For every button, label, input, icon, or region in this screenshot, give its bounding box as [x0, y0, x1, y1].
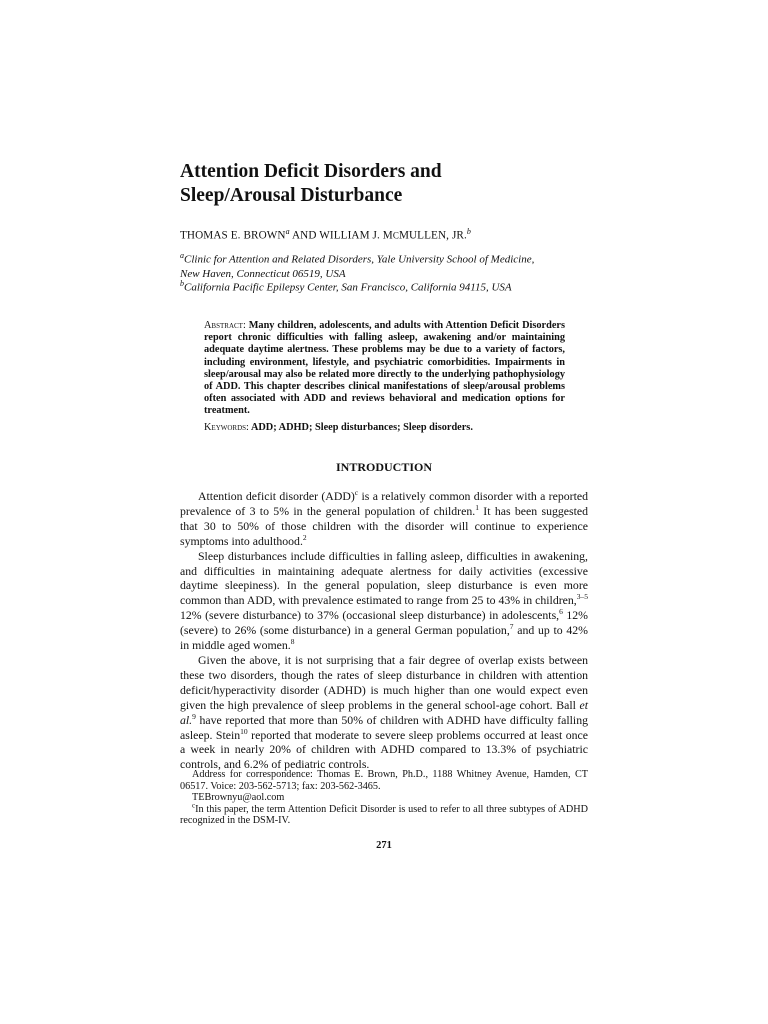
author-1-affil-mark: a [285, 227, 290, 236]
affiliation-b-mark: b [180, 279, 184, 288]
p1-footnote-mark-c: c [354, 488, 359, 498]
p2-text-4: and up to 42% in middle aged women. [180, 623, 588, 653]
p1-citation-1: 1 [475, 502, 479, 512]
title-line-2: Sleep/Arousal Disturbance [180, 185, 403, 206]
author-connector: AND WILLIAM J. M [289, 229, 393, 242]
p1-citation-2: 2 [302, 532, 307, 542]
author-line [180, 227, 600, 242]
paragraph-3 [180, 653, 588, 772]
keywords-text: ADD; ADHD; Sleep disturbances; Sleep disorders. [250, 422, 473, 433]
p3-text-3: reported that moderate to severe sleep problems occurred at least once a week in nearly 20% of children with ADHD compared to 13.3% of psychiatric controls, and 6.2% of pediatric controls. [180, 727, 588, 772]
affiliation-a-mark: a [180, 251, 184, 260]
page-number: 271 [376, 840, 392, 851]
footnote-email: TEBrownyu@aol.com [192, 792, 285, 803]
p1-text-2: is a relatively common disorder with a reported prevalence of 3 to 5% in the general population of children. [180, 489, 588, 518]
abstract-label: Abstract: [204, 320, 246, 331]
footnote-c-text: In this paper, the term Attention Deficit Disorder is used to refer to all three subtypes of ADHD recognized in the DSM-IV. [180, 803, 588, 826]
affiliation-b-line-1: California Pacific Epilepsy Center, San Francisco, California 94115, USA [184, 281, 512, 294]
keywords [204, 422, 565, 433]
p2-citation-8: 8 [290, 637, 295, 647]
affiliation-a [180, 249, 600, 281]
abstract-text: Many children, adolescents, and adults with Attention Deficit Disorders report chronic difficulties with falling asleep, awakening and/or maintaining adequate daytime alertness. These problems may be due to a variety of factors, including environment, lifestyle, and psychiatric comorbidities. Impairments in sleep/arousal may also be related more directly to the underlying pathophysiology of ADD. This chapter describes clinical manifestations of sleep/arousal problems often associated with ADD and reviews behavioral and medication options for treatment. [204, 320, 566, 417]
affiliation-a-line-2: New Haven, Connecticut 06519, USA [180, 267, 346, 280]
paragraph-1 [180, 489, 588, 549]
author-2-name-rest: MULLEN, JR. [398, 229, 467, 242]
p2-text-2: 12% (severe disturbance) to 37% (occasional sleep disturbance) in adolescents, [180, 608, 560, 623]
p3-citation-9: 9 [192, 711, 196, 721]
footnote-c [180, 801, 588, 827]
p2-citation-3-5: 3–5 [576, 592, 588, 602]
body-text [180, 489, 588, 772]
p2-citation-6: 6 [559, 607, 563, 617]
paragraph-2 [180, 549, 588, 653]
section-heading: INTRODUCTION [335, 460, 432, 474]
p3-text-2: have reported that more than 50% of children with ADHD have difficulty falling asleep. Stein [180, 712, 588, 742]
p3-text-1: Given the above, it is not surprising that a fair degree of overlap exists between these two disorders, though the rates of sleep disturbance in children with attention deficit/hyperactivity disorder (ADHD) is much higher than one would expect even given the high prevalence of sleep problems in the general school-age cohort. Ball [180, 652, 588, 712]
p2-text-3: 12% (severe) to 26% (some disturbance) in a general German population, [180, 608, 588, 638]
p1-text-1: Attention deficit disorder (ADD) [198, 489, 355, 503]
author-1-name: THOMAS E. BROWN [180, 229, 286, 242]
p3-citation-10: 10 [240, 726, 248, 736]
footnote-address: Address for correspondence: Thomas E. Brown, Ph.D., 1188 Whitney Avenue, Hamden, CT 06517. Voice: 203-562-5713; fax: 203-562-3465. [180, 769, 588, 792]
p2-text-1: Sleep disturbances include difficulties in falling asleep, difficulties in awakening, and difficulties in maintaining adequate alertness for daily activities (excessive daytime sleepiness). In the general population, sleep disturbance is even more common than ADD, with prevalence estimated to range from 25 to 43% in children, [180, 548, 588, 608]
author-2-small-c: C [392, 230, 399, 241]
affiliation-b [180, 277, 600, 295]
title-line-1: Attention Deficit Disorders and [180, 161, 442, 182]
p1-text-3: It has been suggested that 30 to 50% of those children with the disorder will continue to experience symptoms into adulthood. [180, 503, 588, 548]
affiliation-a-line-1: Clinic for Attention and Related Disorders, Yale University School of Medicine, [184, 253, 535, 266]
paper-title [180, 160, 600, 208]
footnote-c-mark: c [192, 801, 196, 810]
keywords-label: Keywords: [204, 422, 249, 433]
footnotes [180, 769, 588, 827]
abstract [204, 320, 565, 418]
p3-et-al: et al. [180, 697, 588, 727]
p2-citation-7: 7 [509, 622, 514, 632]
author-2-affil-mark: b [466, 227, 471, 236]
